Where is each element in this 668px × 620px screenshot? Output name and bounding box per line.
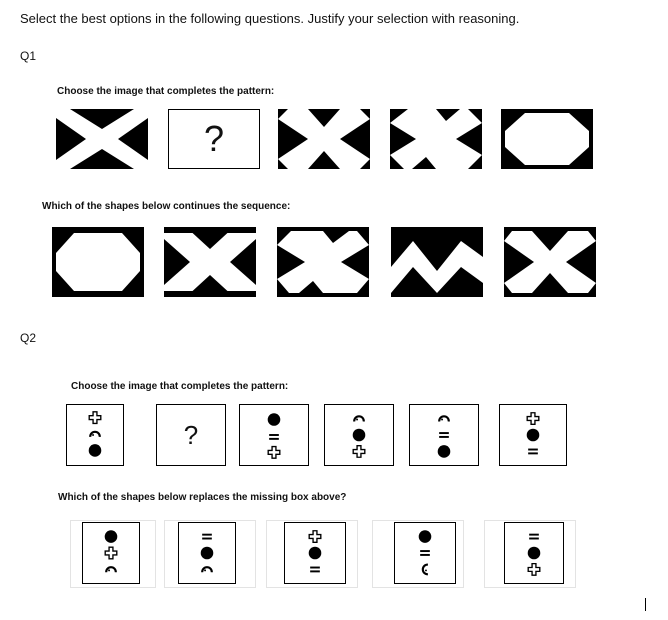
q1-option-3[interactable] xyxy=(277,227,369,297)
question-1-label: Q1 xyxy=(20,49,37,63)
question-2-label: Q2 xyxy=(20,331,37,345)
q2-missing-cell[interactable] xyxy=(156,404,226,466)
q1-missing-tile[interactable] xyxy=(168,109,260,169)
q1-option-2[interactable] xyxy=(164,227,256,297)
q1-pattern-tile-5 xyxy=(501,109,593,169)
q2-pattern-prompt: Choose the image that completes the pattern: xyxy=(71,381,289,392)
q2-pattern-cell-1 xyxy=(66,404,124,466)
q2-option-3[interactable] xyxy=(284,522,346,584)
q2-pattern-cell-6 xyxy=(499,404,567,466)
q2-option-5[interactable] xyxy=(504,522,564,584)
text-cursor xyxy=(645,598,646,611)
q1-option-5[interactable] xyxy=(504,227,596,297)
q2-option-4[interactable] xyxy=(394,522,456,584)
question-mark: ? xyxy=(203,118,225,159)
q2-options-prompt: Which of the shapes below replaces the missing box above? xyxy=(58,492,347,503)
q2-pattern-cell-3 xyxy=(239,404,309,466)
q1-options-prompt: Which of the shapes below continues the sequence: xyxy=(42,201,291,212)
instruction-text: Select the best options in the following questions. Justify your selection with reasoning. xyxy=(20,11,520,26)
q1-option-1[interactable] xyxy=(52,227,144,297)
q1-pattern-tile-4 xyxy=(390,109,482,169)
question-mark: ? xyxy=(183,419,199,450)
q1-pattern-prompt: Choose the image that completes the pattern: xyxy=(57,86,275,97)
q1-pattern-tile-3 xyxy=(278,109,370,169)
q2-pattern-cell-4 xyxy=(324,404,394,466)
q2-pattern-cell-5 xyxy=(409,404,479,466)
q1-option-4[interactable] xyxy=(391,227,483,297)
q2-option-1[interactable] xyxy=(82,522,140,584)
q2-option-2[interactable] xyxy=(178,522,236,584)
q1-pattern-tile-1 xyxy=(56,109,148,169)
